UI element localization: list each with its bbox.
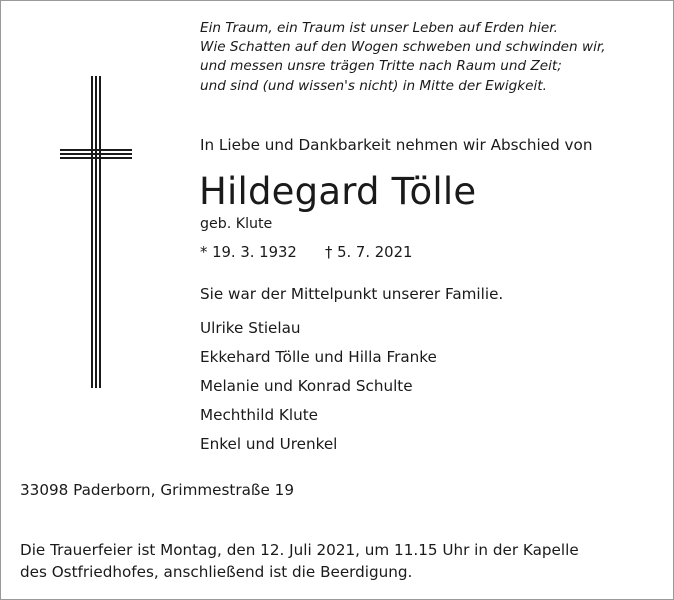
cross-icon [60,76,132,388]
poem-line: und sind (und wissen's nicht) in Mitte der Ewigkeit. [200,77,547,94]
mourner-item: Mechthild Klute [200,406,319,424]
birth-date: * 19. 3. 1932 [200,244,297,261]
life-dates [200,244,413,261]
family-address: 33098 Paderborn, Grimmestraße 19 [20,481,294,499]
mourner-item: Enkel und Urenkel [200,435,338,453]
mourner-item: Melanie und Konrad Schulte [200,377,413,395]
poem [200,19,606,96]
tribute-text: Sie war der Mittelpunkt unserer Familie. [200,285,504,303]
deceased-name: Hildegard Tölle [199,170,477,213]
funeral-info [20,540,579,583]
poem-line: Wie Schatten auf den Wogen schweben und schwinden wir, [200,39,606,56]
death-date: † 5. 7. 2021 [325,244,413,261]
mourners-list [200,314,437,459]
poem-line: und messen unsre trägen Tritte nach Raum und Zeit; [200,58,562,75]
maiden-name: geb. Klute [200,216,273,232]
intro-text: In Liebe und Dankbarkeit nehmen wir Abschied von [200,136,593,154]
funeral-line: Die Trauerfeier ist Montag, den 12. Juli 2021, um 11.15 Uhr in der Kapelle [20,541,579,559]
funeral-line: des Ostfriedhofes, anschließend ist die Beerdigung. [20,562,413,581]
poem-line: Ein Traum, ein Traum ist unser Leben auf Erden hier. [200,20,558,36]
mourner-item: Ulrike Stielau [200,319,301,337]
mourner-item: Ekkehard Tölle und Hilla Franke [200,348,437,366]
